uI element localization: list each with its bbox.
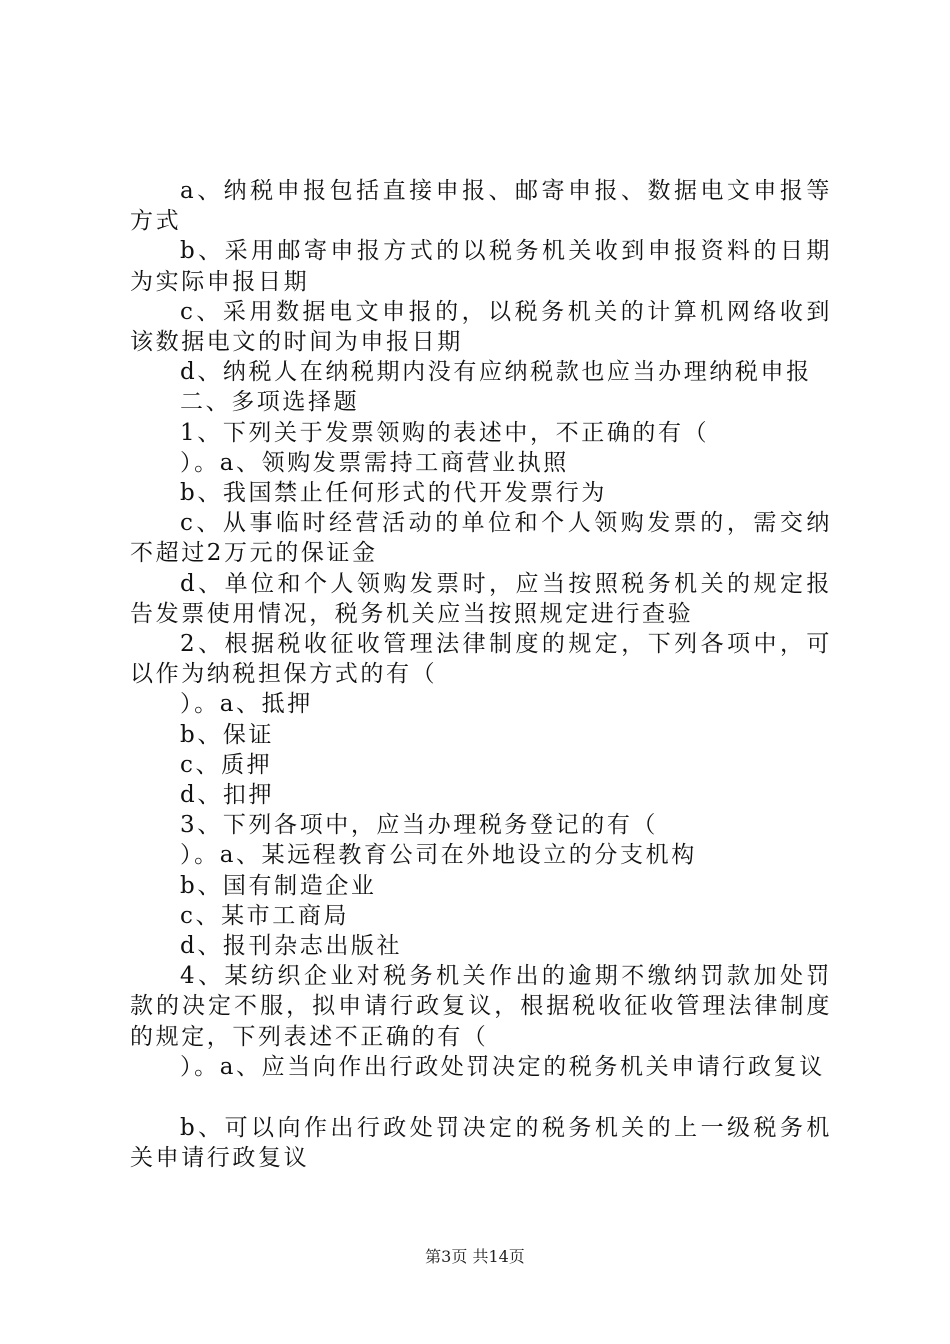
option: ）。a、领购发票需持工商营业执照 [180,449,569,476]
option: c、从事临时经营活动的单位和个人领购发票的，需交纳不超过2万元的保证金 [130,510,832,567]
paragraph: c、采用数据电文申报的，以税务机关的计算机网络收到该数据电文的时间为申报日期 [130,298,832,356]
option: d、扣押 [180,782,275,809]
paragraph: d、纳税人在纳税期内没有应纳税款也应当办理纳税申报 [180,359,812,386]
option: c、质押 [180,751,273,778]
option: c、某市工商局 [180,902,350,929]
option: b、我国禁止任何形式的代开发票行为 [180,480,607,507]
option: d、报刊杂志出版社 [180,933,403,960]
section-heading: 二、多项选择题 [180,389,360,416]
question: 1、下列关于发票领购的表述中，不正确的有（ [180,419,710,446]
option: b、保证 [180,721,275,748]
paragraph: a、纳税申报包括直接申报、邮寄申报、数据电文申报等方式 [130,178,832,235]
option: ）。a、应当向作出行政处罚决定的税务机关申请行政复议 [180,1053,825,1080]
paragraph: b、采用邮寄申报方式的以税务机关收到申报资料的日期为实际申报日期 [130,238,832,295]
option: b、国有制造企业 [180,872,377,899]
document-body [130,176,832,1174]
question: 4、某纺织企业对税务机关作出的逾期不缴纳罚款加处罚款的决定不服，拟申请行政复议，根据税收征收管理法律制度的规定，下列表述不正确的有（ [130,963,832,1050]
option: ）。a、某远程教育公司在外地设立的分支机构 [180,842,697,869]
page-number: 第3页 共14页 [425,1247,525,1266]
option: b、可以向作出行政处罚决定的税务机关的上一级税务机关申请行政复议 [130,1115,832,1172]
option: ）。a、抵押 [180,691,313,718]
question: 3、下列各项中，应当办理税务登记的有（ [180,812,659,839]
option: d、单位和个人领购发票时，应当按照税务机关的规定报告发票使用情况，税务机关应当按照规定进行查验 [130,570,832,627]
question: 2、根据税收征收管理法律制度的规定，下列各项中，可以作为纳税担保方式的有（ [130,631,832,688]
